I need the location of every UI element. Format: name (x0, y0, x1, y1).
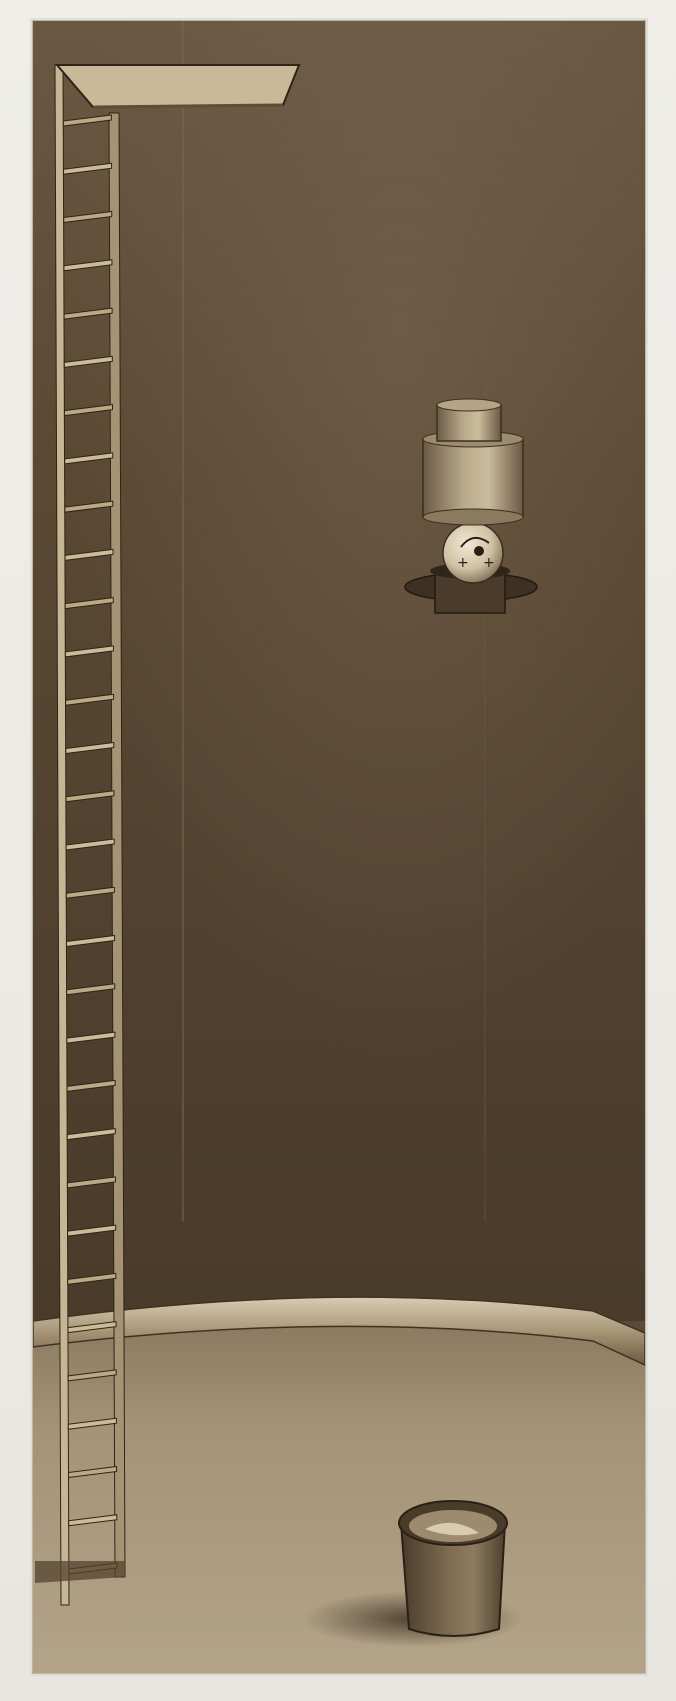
ladder-platform (57, 65, 299, 107)
print-plate (32, 20, 646, 1674)
sculpture-ball (443, 523, 503, 583)
sculpture-cap-top (437, 399, 501, 411)
sculpture-cylinder (423, 439, 523, 517)
sculpture-ball-mark-left: + (457, 555, 469, 571)
wall-glow (33, 21, 645, 1321)
sculpture-cylinder-bottom (423, 509, 523, 525)
print-scene (33, 21, 645, 1673)
ladder-platform-edge (93, 105, 283, 107)
sculpture-ball-mark-right: + (483, 555, 495, 571)
